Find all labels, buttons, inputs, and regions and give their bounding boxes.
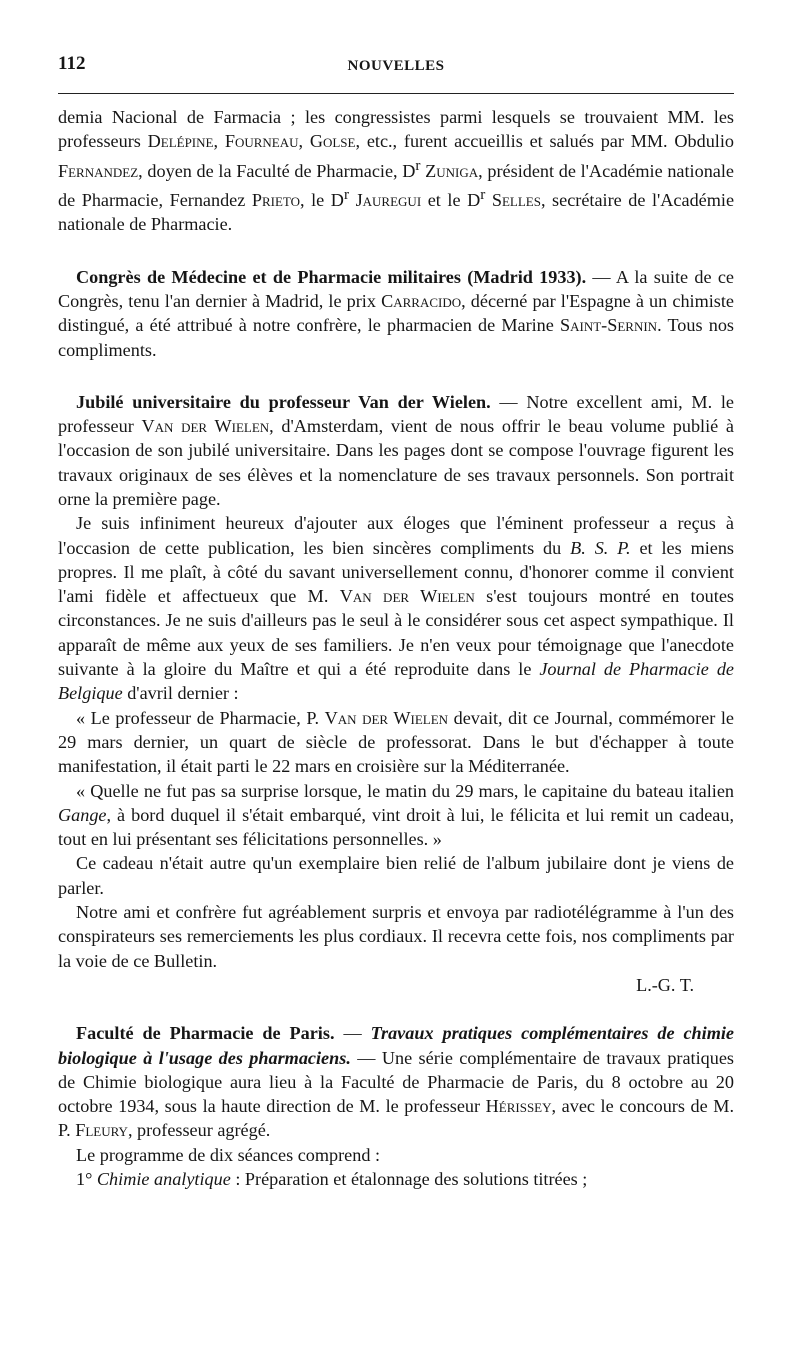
faculte-paragraph-2: Le programme de dix séances comprend : bbox=[76, 1144, 381, 1165]
list-item: 1° Chimie analytique : Préparation et étalonnage des solutions titrées ; bbox=[76, 1169, 588, 1189]
jubile-paragraph-1: Jubilé universitaire du professeur Van der Wielen. — Notre excellent ami, M. le professeur Van der Wielen, d'Amsterdam, vient de nous offrir le beau volume publié à l'occasion de son jubilé universitaire. Dans les pages dont se compose l'ouvrage figurent les travaux originaux de ses élèves et la nomenclature de ses travaux personnels. Son portrait orne la première page. bbox=[58, 391, 734, 509]
jubile-quote-1: « Le professeur de Pharmacie, P. Van der Wielen devait, dit ce Journal, commémorer le 29 mars dernier, un quart de siècle de professorat. Dans le but d'échapper à toute manifestation, il était parti le 22 mars en croisière sur la Méditerranée. bbox=[58, 707, 734, 777]
jubile-paragraph-2: Je suis infiniment heureux d'ajouter aux éloges que l'éminent professeur a reçus à l'occasion de cette publication, les bien sincères compliments du B. S. P. et les miens propres. Il me plaît, à côté du savant universellement connu, d'honorer comme il convient l'ami fidèle et affectueux que M. Van der Wielen s'est toujours montré en toutes circonstances. Je ne suis d'ailleurs pas le seul à le considérer sous cet aspect sympathique. Il apparaît de même aux yeux de ses familiers. Je n'en veux pour témoignage que l'anecdote suivante à la gloire du Maître et qui a été reproduite dans le Journal de Pharmacie de Belgique d'avril dernier : bbox=[58, 513, 735, 704]
faculte-paragraph-1: Faculté de Pharmacie de Paris. — Travaux pratiques complémentaires de chimie biologique à l'usage des pharmaciens. — Une série complémentaire de travaux pratiques de Chimie biologique aura lieu à la Faculté de Pharmacie de Paris, du 8 octobre au 20 octobre 1934, sous la haute direction de M. le professeur Hérissey, avec le concours de M. P. Fleury, professeur agrégé. bbox=[58, 1023, 735, 1141]
jubile-heading: Jubilé universitaire du professeur Van der Wielen. bbox=[76, 391, 491, 412]
congres-paragraph: Congrès de Médecine et de Pharmacie militaires (Madrid 1933). — A la suite de ce Congrès, tenu l'an dernier à Madrid, le prix Carracido, décerné par l'Espagne à un chimiste distingué, a été attribué à notre confrère, le pharmacien de Marine Saint-Sernin. Tous nos compliments. bbox=[58, 266, 734, 360]
page-number: 112 bbox=[58, 53, 86, 74]
body-text bbox=[58, 105, 734, 1191]
jubile-paragraph-3: Ce cadeau n'était autre qu'un exemplaire bien relié de l'album jubilaire dont je viens de parler. bbox=[58, 853, 734, 898]
jubile-quote-2: « Quelle ne fut pas sa surprise lorsque, le matin du 29 mars, le capitaine du bateau italien Gange, à bord duquel il s'était embarqué, vint droit à lui, le félicita et lui remit un cadeau, tout en lui présentant ses félicitations personnelles. » bbox=[58, 780, 734, 850]
signature: L.-G. T. bbox=[636, 974, 694, 995]
header-rule bbox=[58, 93, 734, 94]
faculte-heading: Faculté de Pharmacie de Paris. bbox=[76, 1023, 335, 1044]
congres-heading: Congrès de Médecine et de Pharmacie militaires bbox=[76, 266, 461, 287]
faculte-subheading: Travaux pratiques complémentaires de chimie biologique à l'usage des pharmaciens. bbox=[58, 1023, 734, 1068]
page-header bbox=[58, 52, 734, 80]
running-title: NOUVELLES bbox=[347, 58, 445, 74]
jubile-paragraph-4: Notre ami et confrère fut agréablement surpris et envoya par radiotélégramme à l'un des conspirateurs ses remerciements les plus cordiaux. Il recevra cette fois, nos compliments par la voie de ce Bulletin. bbox=[58, 902, 734, 971]
intro-paragraph: demia Nacional de Farmacia ; les congressistes parmi lesquels se trouvaient MM. les professeurs Delépine, Fourneau, Golse, etc., furent accueillis et salués par MM. Obdulio Fernandez, doyen de la Faculté de Pharmacie, $D^r$ Zuniga, président de l'Académie nationale de Pharmacie, Fernandez Prieto, le $D^r$ Jauregui et le $D^r$ Selles, secrétaire de l'Académie nationale de Pharmacie. bbox=[58, 107, 735, 235]
